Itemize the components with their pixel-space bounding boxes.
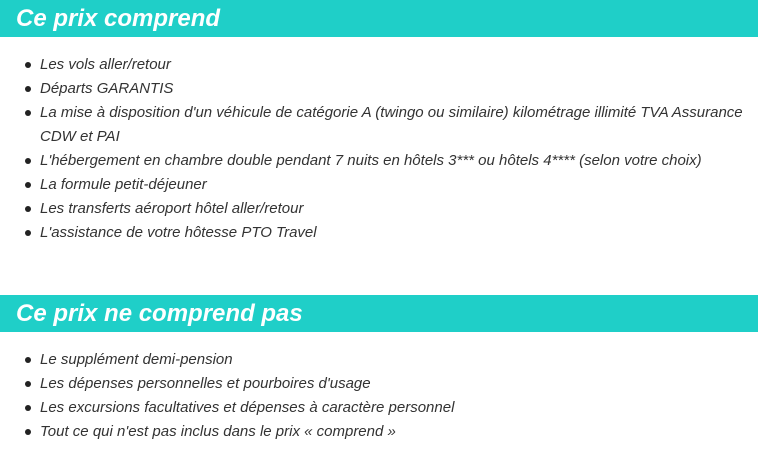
list-item	[0, 77, 758, 101]
list-item	[0, 396, 758, 420]
includes-section-header	[0, 0, 758, 37]
bullet-icon	[25, 230, 31, 236]
bullet-icon	[25, 110, 31, 116]
excludes-section-header	[0, 295, 758, 332]
list-item-text: Départs GARANTIS	[40, 80, 174, 97]
list-item	[0, 173, 758, 197]
list-item-text: Les transferts aéroport hôtel aller/retour	[40, 200, 304, 217]
list-item	[0, 221, 758, 245]
list-item-text: La formule petit-déjeuner	[40, 176, 207, 193]
bullet-icon	[25, 62, 31, 68]
bullet-icon	[25, 182, 31, 188]
list-item-text: Les dépenses personnelles et pourboires d'usage	[40, 375, 371, 392]
list-item-text: L'hébergement en chambre double pendant 7 nuits en hôtels 3*** ou hôtels 4**** (selon votre choix)	[40, 152, 702, 169]
bullet-icon	[25, 405, 31, 411]
bullet-icon	[25, 429, 31, 435]
bullet-icon	[25, 381, 31, 387]
list-item	[0, 372, 758, 396]
list-item	[0, 101, 758, 149]
list-item-text: Le supplément demi-pension	[40, 351, 233, 368]
bullet-icon	[25, 158, 31, 164]
list-item-text: L'assistance de votre hôtesse PTO Travel	[40, 224, 317, 241]
bullet-icon	[25, 86, 31, 92]
list-item-text: Les vols aller/retour	[40, 56, 171, 73]
list-item	[0, 348, 758, 372]
list-item	[0, 197, 758, 221]
bullet-icon	[25, 206, 31, 212]
includes-title: Ce prix comprend	[16, 5, 221, 32]
list-item-text: Les excursions facultatives et dépenses à caractère personnel	[40, 399, 455, 416]
bullet-icon	[25, 357, 31, 363]
excludes-title: Ce prix ne comprend pas	[16, 300, 303, 327]
list-item-text: La mise à disposition d'un véhicule de catégorie A (twingo ou similaire) kilométrage illimité TVA Assurance CDW et PAI	[40, 104, 743, 145]
includes-list	[0, 53, 758, 245]
list-item	[0, 53, 758, 77]
list-item	[0, 149, 758, 173]
list-item-text: Tout ce qui n'est pas inclus dans le prix « comprend »	[40, 423, 396, 440]
excludes-list	[0, 348, 758, 444]
list-item	[0, 420, 758, 444]
